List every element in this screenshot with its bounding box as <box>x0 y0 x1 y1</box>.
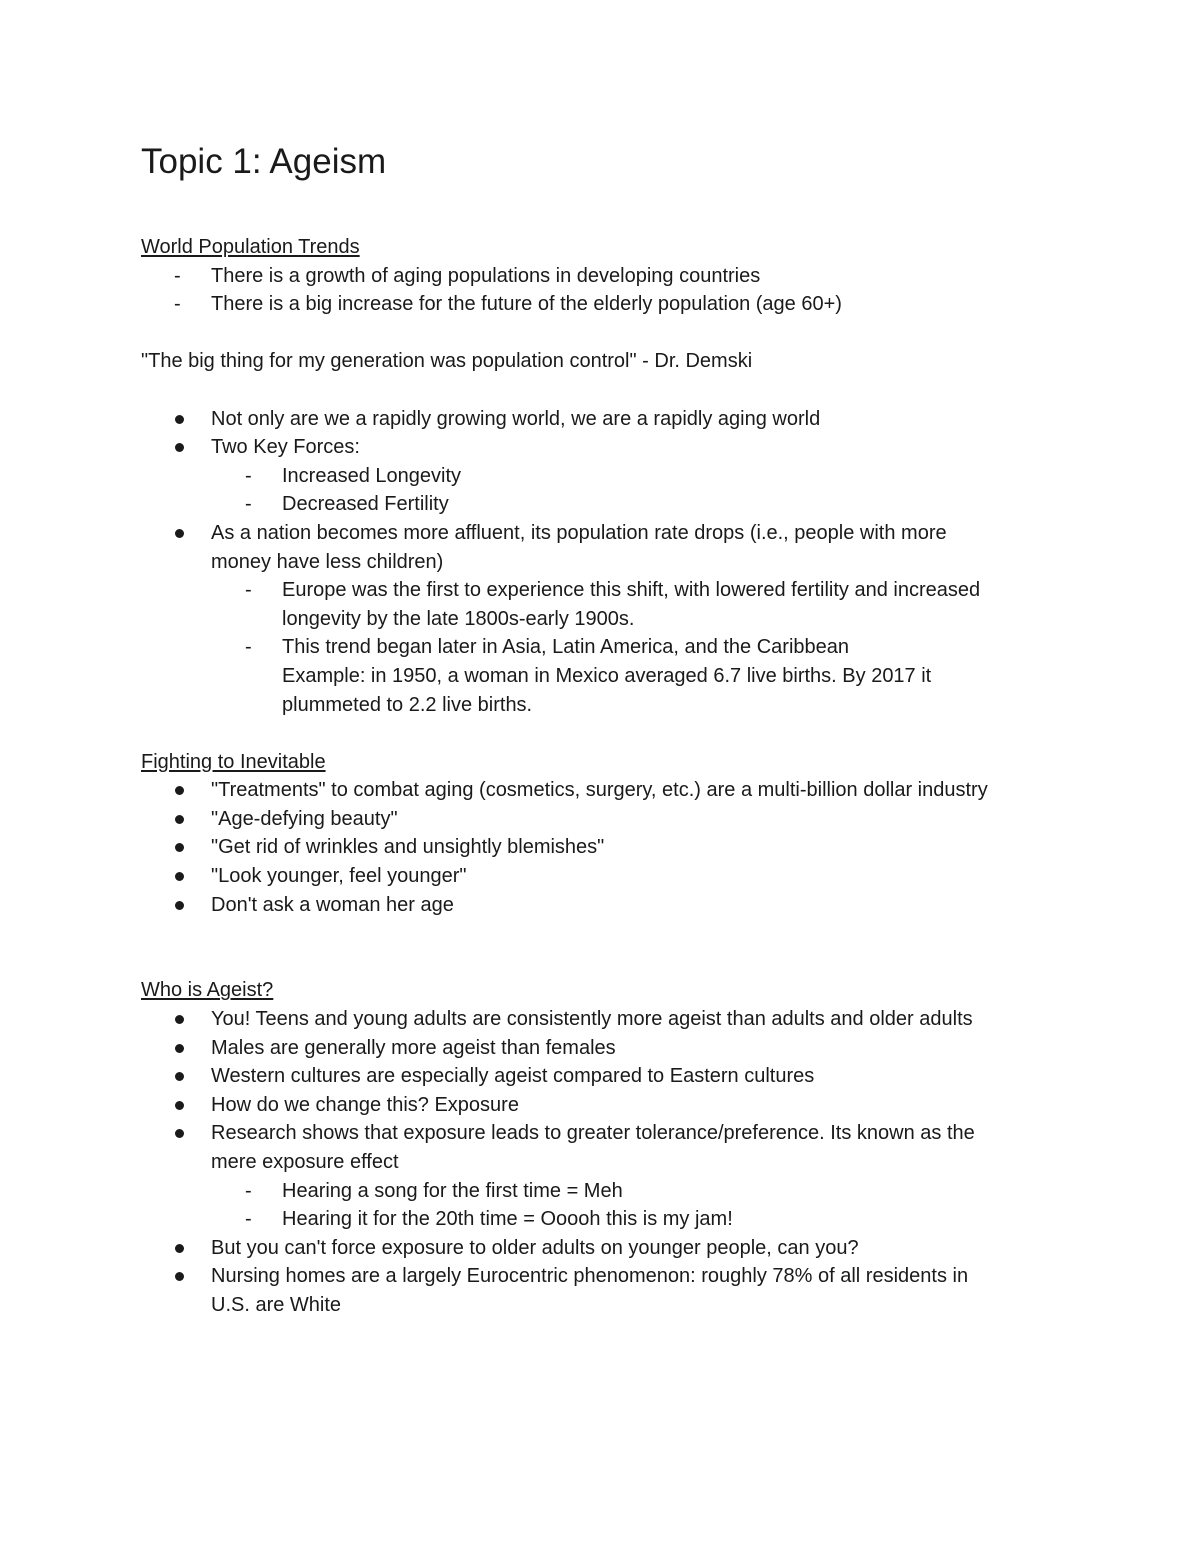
bullet-text: Research shows that exposure leads to greater tolerance/preference. Its known as the <box>211 1122 975 1145</box>
bullet-item <box>141 1034 1071 1063</box>
bullet-text: "Look younger, feel younger" <box>211 865 467 888</box>
bullet-dot-icon <box>175 901 184 910</box>
bullet-dot-icon <box>175 443 184 452</box>
section-heading-fighting-to-inevitable: Fighting to Inevitable <box>141 750 326 773</box>
bullet-item <box>141 862 1071 891</box>
sub-list-item <box>141 1205 1071 1234</box>
sub-list-item-text: Europe was the first to experience this shift, with lowered fertility and increased <box>282 579 981 602</box>
bullet-item <box>141 405 1071 434</box>
sub-list-continuation <box>141 662 1071 691</box>
bullet-dot-icon <box>175 1101 184 1110</box>
document-body <box>141 233 1071 1320</box>
sub-list-continuation <box>141 691 1071 720</box>
sub-list-item-text: Hearing a song for the first time = Meh <box>282 1179 623 1202</box>
bullet-item <box>141 1234 1071 1263</box>
bullet-item <box>141 1005 1071 1034</box>
bullet-dot-icon <box>175 415 184 424</box>
bullet-text: "Treatments" to combat aging (cosmetics, surgery, etc.) are a multi-billion dollar industry <box>211 779 988 802</box>
bullet-item <box>141 833 1071 862</box>
bullet-text: Males are generally more ageist than females <box>211 1036 616 1059</box>
bullet-text: But you can't force exposure to older adults on younger people, can you? <box>211 1236 859 1259</box>
bullet-dot-icon <box>175 1244 184 1253</box>
bullet-text: As a nation becomes more affluent, its population rate drops (i.e., people with more <box>211 521 947 544</box>
spacer <box>141 719 1071 748</box>
bullet-text: You! Teens and young adults are consistently more ageist than adults and older adults <box>211 1008 973 1031</box>
sub-list-item-text: This trend began later in Asia, Latin America, and the Caribbean <box>282 636 850 659</box>
bullet-item <box>141 1262 1071 1291</box>
section-heading-world-population-trends: World Population Trends <box>141 236 360 258</box>
quote-line: "The big thing for my generation was population control" - Dr. Demski <box>141 350 753 373</box>
page-title: Topic 1: Ageism <box>141 142 387 181</box>
section-heading-who-is-ageist: Who is Ageist? <box>141 979 274 1002</box>
sub-list-item <box>141 462 1071 491</box>
sub-list-item-text: longevity by the late 1800s-early 1900s. <box>282 607 635 630</box>
list-item-text: There is a big increase for the future of the elderly population (age 60+) <box>211 293 842 316</box>
bullet-text: Two Key Forces: <box>211 436 360 459</box>
sub-list-item-text: Example: in 1950, a woman in Mexico averaged 6.7 live births. By 2017 it <box>282 664 932 687</box>
bullet-dot-icon <box>175 843 184 852</box>
sub-list-item <box>141 633 1071 662</box>
bullet-item <box>141 519 1071 548</box>
dash-marker: - <box>245 1179 252 1202</box>
spacer <box>141 319 1071 348</box>
bullet-dot-icon <box>175 872 184 881</box>
bullet-text: How do we change this? Exposure <box>211 1093 519 1116</box>
dash-marker: - <box>245 1208 252 1231</box>
bullet-dot-icon <box>175 529 184 538</box>
bullet-text: U.S. are White <box>211 1293 342 1316</box>
bullet-text: mere exposure effect <box>211 1151 399 1173</box>
bullet-dot-icon <box>175 1044 184 1053</box>
bullet-dot-icon <box>175 786 184 795</box>
bullet-continuation <box>141 1291 1071 1320</box>
bullet-text: money have less children) <box>211 550 444 573</box>
bullet-text: Not only are we a rapidly growing world, we are a rapidly aging world <box>211 407 821 430</box>
bullet-dot-icon <box>175 1129 184 1138</box>
bullet-dot-icon <box>175 1015 184 1024</box>
list-item <box>141 262 1071 291</box>
dash-marker: - <box>245 579 252 602</box>
list-item <box>141 290 1071 319</box>
sub-list-item-text: Hearing it for the 20th time = Ooooh this is my jam! <box>282 1208 733 1231</box>
dash-marker: - <box>174 264 181 287</box>
dash-marker: - <box>174 293 181 316</box>
sub-list-item <box>141 1177 1071 1206</box>
bullet-continuation <box>141 1148 1071 1177</box>
bullet-item <box>141 776 1071 805</box>
sub-list-continuation <box>141 605 1071 634</box>
sub-list-item-text: plummeted to 2.2 live births. <box>282 693 533 716</box>
bullet-text: "Get rid of wrinkles and unsightly blemishes" <box>211 836 605 859</box>
bullet-text: "Age-defying beauty" <box>211 807 398 830</box>
bullet-item <box>141 891 1071 920</box>
bullet-dot-icon <box>175 1272 184 1281</box>
bullet-item <box>141 1062 1071 1091</box>
sub-list-item <box>141 490 1071 519</box>
bullet-dot-icon <box>175 1072 184 1081</box>
sub-list-item <box>141 576 1071 605</box>
dash-marker: - <box>245 493 252 516</box>
sub-list-item-text: Decreased Fertility <box>282 493 449 516</box>
dash-marker: - <box>245 464 252 487</box>
bullet-continuation <box>141 548 1071 577</box>
sub-list-item-text: Increased Longevity <box>282 464 462 487</box>
bullet-item <box>141 1091 1071 1120</box>
bullet-item <box>141 805 1071 834</box>
bullet-dot-icon <box>175 815 184 824</box>
bullet-item <box>141 1119 1071 1148</box>
bullet-text: Western cultures are especially ageist compared to Eastern cultures <box>211 1065 815 1088</box>
bullet-text: Don't ask a woman her age <box>211 893 454 916</box>
bullet-item <box>141 433 1071 462</box>
bullet-text: Nursing homes are a largely Eurocentric phenomenon: roughly 78% of all residents in <box>211 1265 969 1288</box>
spacer <box>141 919 1071 948</box>
spacer <box>141 948 1071 977</box>
list-item-text: There is a growth of aging populations in developing countries <box>211 264 761 287</box>
spacer <box>141 376 1071 405</box>
dash-marker: - <box>245 636 252 659</box>
